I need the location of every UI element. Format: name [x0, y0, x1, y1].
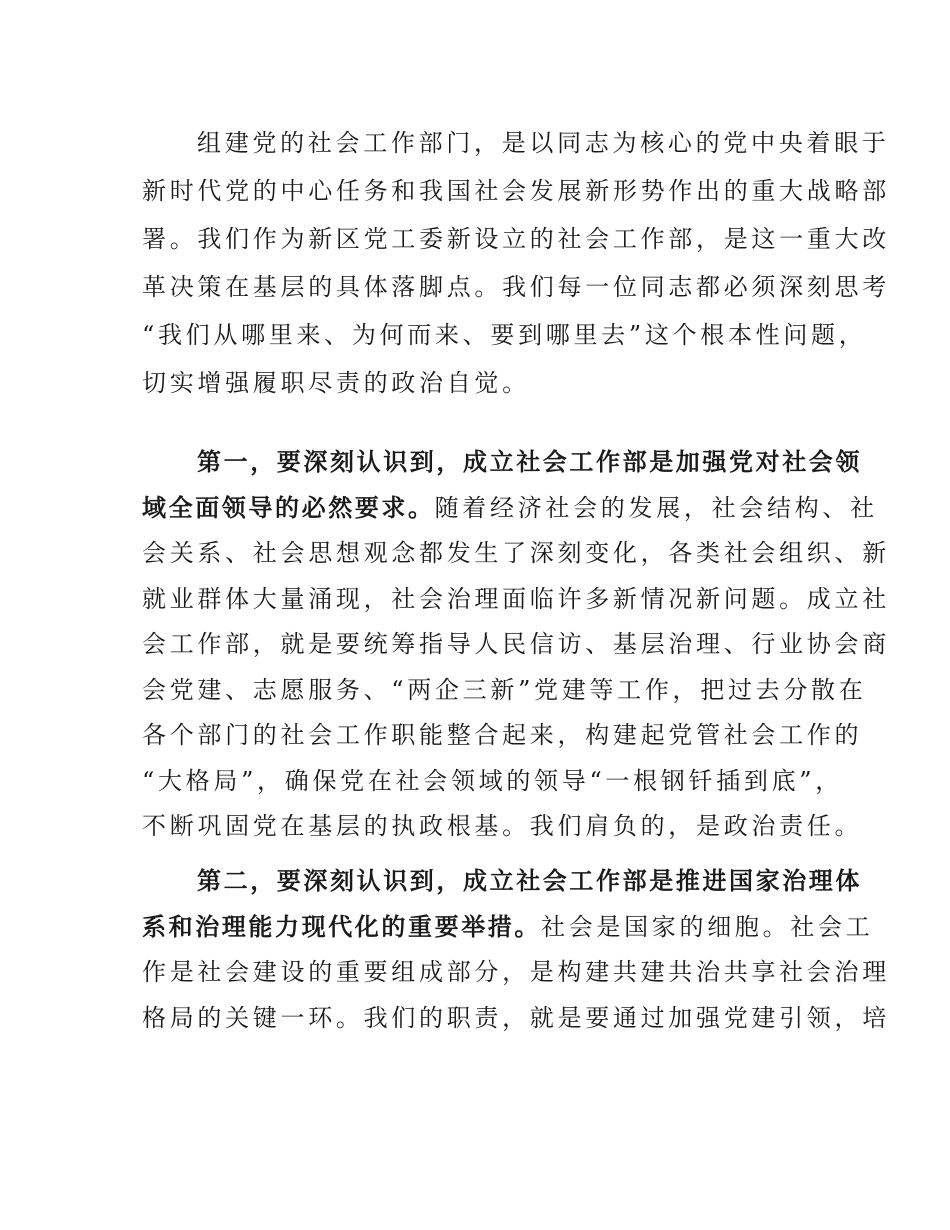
text-line: 就业群体大量涌现，社会治理面临许多新情况新问题。成立社	[142, 584, 890, 613]
bold-heading-line: 第二，要深刻认识到，成立社会工作部是推进国家治理体	[197, 867, 862, 895]
text-segment: 社会是国家的细胞。社会工	[541, 912, 874, 941]
text-line: 署。我们作为新区党工委新设立的社会工作部，是这一重大改	[142, 225, 890, 253]
text-line: 组建党的社会工作部门，是以同志为核心的党中央着眼于	[197, 129, 890, 157]
paragraph-first-point	[142, 440, 890, 850]
text-line: 会工作部，就是要统筹指导人民信访、基层治理、行业协会商	[142, 630, 890, 658]
text-line: 各个部门的社会工作职能整合起来，构建起党管社会工作的	[142, 721, 863, 749]
text-line	[142, 905, 874, 951]
text-line: 会关系、社会思想观念都发生了深刻变化，各类社会组织、新	[142, 539, 890, 567]
text-line: “大格局”，确保党在社会领域的领导“一根钢钎插到底”，	[142, 766, 843, 795]
paragraph-second-point	[142, 859, 890, 1041]
bold-heading-line: 第一，要深刻认识到，成立社会工作部是加强党对社会领	[197, 448, 862, 476]
text-line: 不断巩固党在基层的执政根基。我们肩负的，是政治责任。	[142, 812, 863, 840]
text-line	[142, 486, 878, 532]
text-line: 作是社会建设的重要组成部分，是构建共建共治共享社会治理	[142, 958, 890, 986]
text-line: “我们从哪里来、为何而来、要到哪里去”这个根本性问题，	[142, 321, 867, 349]
text-line: 格局的关键一环。我们的职责，就是要通过加强党建引领，培	[142, 1003, 890, 1032]
bold-heading-end: 系和治理能力现代化的重要举措。	[142, 912, 541, 941]
text-line: 新时代党的中心任务和我国社会发展新形势作出的重大战略部	[142, 177, 890, 205]
text-line: 会党建、志愿服务、“两企三新”党建等工作，把过去分散在	[142, 675, 867, 704]
text-line: 切实增强履职尽责的政治自觉。	[142, 369, 530, 397]
text-line: 革决策在基层的具体落脚点。我们每一位同志都必须深刻思考	[142, 273, 890, 301]
bold-heading-end: 域全面领导的必然要求。	[142, 493, 435, 522]
paragraph-intro	[142, 119, 890, 407]
text-segment: 随着经济社会的发展，社会结构、社	[434, 493, 878, 522]
